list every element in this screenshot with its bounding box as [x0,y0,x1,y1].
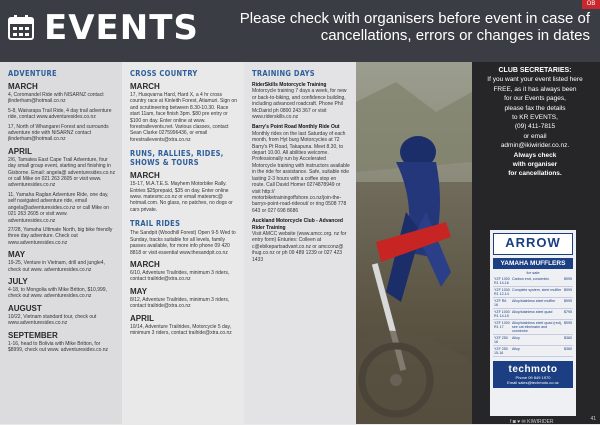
price-cell: $795 [563,309,573,320]
middle-column [122,62,244,424]
month-label: JULY [8,276,28,286]
price-row [493,287,573,298]
event-entry: 4, Coromandel Ride with NISARNZ contact jlinderham@hotmail.co.nz [8,92,104,105]
ad-subtitle: for sale [526,270,540,275]
price-cell: Carbon end, concentric [511,276,563,287]
price-row [493,335,573,346]
ad-phone: Phone 09 849 1970 [515,375,551,380]
page-number: 41 [590,416,596,422]
training-title: Auckland Motorcycle Club - Advanced Rider Training [252,218,343,231]
club-secretaries-heading: CLUB SECRETARIES: [498,67,572,74]
price-cell: Alloy/stainless steel quad (red), see cat eliminator and connector [512,321,562,333]
month-label: AUGUST [8,303,42,313]
club-line: (09) 411-7815 [514,123,556,131]
price-cell: Alloy [511,346,563,357]
techmoto-brand: techmoto [508,364,558,375]
event-entry: 4-18, to Mongolia with Mike Britton, $10,999, check out www. adventuresides.co.nz [8,286,107,300]
price-row [493,276,573,287]
price-cell: Alloy/stainless steel quad [511,309,563,320]
training-title: Barry's Point Road Monthly Ride Out [252,124,340,131]
sidebar-right [472,62,600,424]
event-entry: 19-25, Venture in Vietnam, drill and jungle4, check out www. adventuresides.co.nz [8,260,105,273]
club-line: to KR EVENTS, [512,114,558,122]
month-label: APRIL [8,146,32,156]
month-label: MARCH [8,82,38,91]
page-header [0,0,600,62]
price-row [493,309,573,320]
price-cell: YZF 1000 R1 14-16 [494,277,510,285]
training-body: Visit AMCC website (www.amcc.org. nz for entry form) Enturies: Colleen at c@ebikepartsadvant.co.nz or amcconz@ ihug.co.nz or ph 09 489 1239 or 027 423 1433 [252,230,347,263]
ad-email: Email sales@techmoto.co.nz [507,380,559,385]
arrow-mufflers-ad [490,230,576,416]
price-cell: YZF 1000 R1 14-15 [494,310,510,318]
section-heading-cross-country: CROSS COUNTRY [130,69,198,78]
price-row [493,320,573,335]
event-entry: 8/12, Adventure Trailrides, minimum 3 riders, contact trailride@xtra.co.nz [130,296,230,310]
price-cell: YZF 1000 R1 17 [493,320,511,335]
trail-rides-list [130,260,238,336]
adventure-column [0,62,122,424]
month-label: MAY [8,250,26,260]
cancellation-notice: Please check with organisers before event in case of cancellations, errors or changes in dates [239,10,590,44]
club-line: for cancellations. [508,170,562,178]
club-line: admin@ikiwirider.co.nz. [500,142,570,150]
month-label: MARCH [130,82,160,91]
event-entry: 27/28, Yamaha Ultimate North, big bike friendly three day adventure. Check out www.adventuresides.co.nz [8,226,113,246]
event-entry: 17, Husqvarna Hard, Hard X, a 4 hr cross country race at Kinleith Forest, Atiamuri. Sign on and scrutineering between 8.30-10.30. Race start 11am, face finish 3pm. $80 pre entry or $100 on day. Enter online at www. forestrailevents.net. Various classes, contact Sean Clarke 0275996436, or email forestrailevents@xtra.co.nz [130,92,237,143]
social-icons: f ◙ ♥ ✉ KIWIRIDER [510,419,554,425]
section-heading-runs: RUNS, RALLIES, RIDES, SHOWS & TOURS [130,149,224,168]
price-cell: $995 [563,276,573,287]
month-label: SEPTEMBER [8,330,58,340]
month-label: MARCH [130,259,160,269]
price-cell: Alloy/stainless steel muffler [511,298,563,309]
month-label: APRIL [130,313,154,323]
training-body: Monthly rides on the last Saturday of each month, from Hyt burg Motorcycles at 72 Barry's Pt Road, Takapuna. Meet 8.30, to depart 10.00. All abilities welcome. Professionally run by Accelerated Motorcycle training with instructors available in the ride for assistance. Safe, suitable ride lasting 2-3 hours with a coffee stop en route. Call David Homer 0274878949 or visit http:// motorbiketrainingoffshore.co.nz/join-the-barrys-point-road-rideout/ or ring 0508 778 643 or 027 698 8686 [252,130,350,214]
club-line: or email [523,132,547,140]
trail-rides-intro: The Sandpit (Woodhill Forest) Open 9-5 Wed to Sunday, tracks suitable for all levels, family passes available, for more info phone 09 420 8818 or visit essential www.thesandpit.co.nz [130,230,236,256]
price-cell: Alloy [511,335,563,346]
month-label: MARCH [130,171,160,181]
event-entry: 5-8, Wairarapa Trail Ride, 4 day trail adventure ride, contact www.adventuresides.co.nz [8,107,112,121]
club-secretaries-text [478,75,592,178]
club-line: Always check [513,151,557,159]
price-row [493,346,573,357]
techmoto-logo [493,361,573,388]
calendar-icon [8,14,34,40]
corner-tab: OB [582,0,600,9]
price-cell: $995 [563,287,573,298]
price-cell: $995 [563,298,573,309]
club-line: with organiser [512,161,558,169]
event-entry: 10/14, Adventure Trailrides, Motorcycle 5 day, minimum 3 riders, contact trailride@xtra.co.nz [130,323,232,336]
event-entry: 2/6, Tamatea East Cape Trail Adventure, four day small group event, starting and finishing in Gisborne. Email: angela@ adventuresides.co.nz or call Mike on 021 263 2605 or visit www. adventuresides.co.nz [8,156,116,189]
price-cell: YZF 250 15-16 [493,346,511,357]
adventure-list [8,82,116,353]
price-cell: Complete system, steel muffler [511,287,563,298]
event-entry: 10/22, Vietnam standard tour, check out www.adventuresides.co.nz [8,313,97,327]
event-entry: 17, North of Whangarei Forest and surrounds adventure ride with NISARNZ contact jlinderham@hotmail.co.nz [8,123,109,143]
section-heading-trail-rides: TRAIL RIDES [130,219,181,229]
club-line: FREE, as it has always been [493,85,577,93]
club-line: please fax the details [504,104,566,112]
rider-illustration [356,62,472,424]
training-body: Motorcycle training 7 days a week, for new or back-to-biking, and confidence building, including advanced roadcraft. Phone Phil McDairid ph 0800 243 367 or visit www.riderskills.co.nz [252,88,347,121]
event-entry: 15-17, M.A.T.E.S. Mayhem Motorbike Rally. Entries $25prepaid, $35 on day. Enter online www. matesmc.co.nz or email matesmc@ hotmail.com. No glass, no patches, no dogs or cars private. [130,181,233,213]
club-line: If you want your event listed here [487,76,583,84]
month-label: MAY [130,286,148,296]
muffler-price-table [493,276,573,357]
price-row [493,298,573,309]
page-title: EVENTS [44,8,199,48]
motocross-rider-photo [356,62,472,424]
event-entry: 11, Yamaha Raglan Adventure Ride, one day, self navigated adventure ride, email angela@adventuresides.co.nz or call Mike on 021 263 2605 or visit www. adventuresides.co.nz [8,191,109,224]
price-cell: YZF 250 16 [493,335,511,346]
training-list [252,82,350,263]
club-line: for our Events pages, [504,95,566,103]
arrow-logo: ARROW [493,233,573,255]
training-column [244,62,356,424]
ad-headline: YAMAHA MUFFLERS [493,258,573,269]
club-secretaries-box [478,66,592,179]
price-cell: $995 [563,320,573,335]
price-cell: YZF R6 16 [493,298,511,309]
training-title: RiderSkills Motorcycle Training [252,82,327,88]
event-entry: 6/10, Adventure Trailrides, minimum 3 riders, contact trailride@xtra.co.nz [130,269,230,283]
event-entry: 1-16, head to Bolivia with Mike Britton, for $8999, check out www. adventuresides.co.nz [8,340,109,353]
price-cell: $380 [563,346,573,357]
price-cell: YZF 1000 R1 12-14 [494,288,510,296]
price-cell: $380 [563,335,573,346]
section-heading-adventure: ADVENTURE [8,69,57,78]
section-heading-training: TRAINING DAYS [252,69,315,78]
